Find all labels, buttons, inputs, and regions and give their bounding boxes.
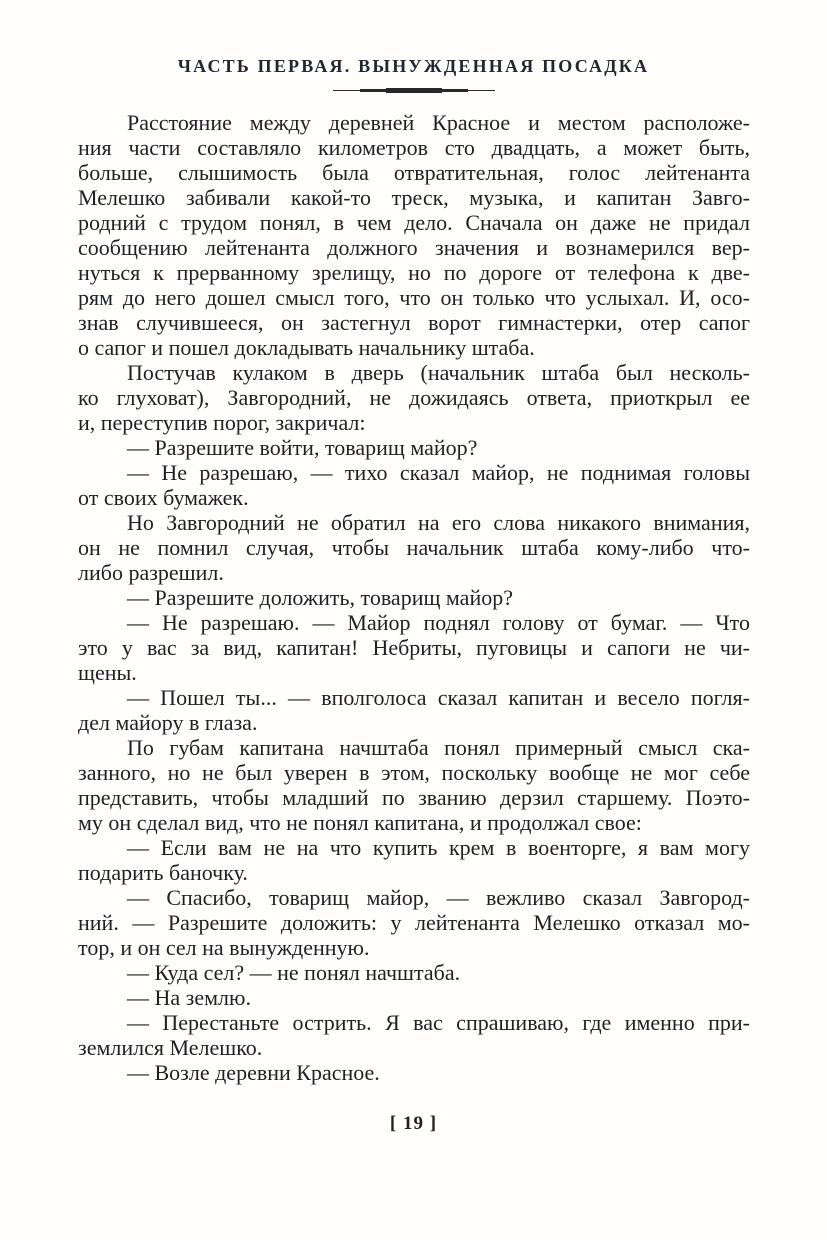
text-line: дел майору в глаза. <box>78 710 258 735</box>
text-line: землился Мелешко. <box>78 1035 263 1060</box>
text-line: По губам капитана начштаба понял примерный смысл ска- <box>127 735 750 760</box>
text-line: ний. — Разрешите доложить: у лейтенанта Мелешко отказал мо- <box>78 910 750 935</box>
text-line: — Возле деревни Красное. <box>127 1060 380 1085</box>
text-line: — Не разрешаю, — тихо сказал майор, не поднимая головы <box>127 460 750 485</box>
page-number: [ 19 ] <box>389 1113 438 1134</box>
paragraph <box>78 460 750 510</box>
text-line: либо разрешил. <box>78 560 224 585</box>
paragraph <box>78 1060 750 1085</box>
page-body <box>78 110 750 1085</box>
paragraph <box>78 110 750 360</box>
text-line: ко глуховат), Завгородний, не дожидаясь ответа, приоткрыл ее <box>78 385 750 410</box>
text-line: — Разрешите войти, товарищ майор? <box>127 435 478 460</box>
text-line: о сапог и пошел докладывать начальнику штаба. <box>78 335 535 360</box>
text-line: — Если вам не на что купить крем в военторге, я вам могу <box>127 835 750 860</box>
divider-thick-rule <box>386 88 442 93</box>
text-line: ния части составляло километров сто двадцать, а может быть, <box>78 135 750 160</box>
text-line: — Перестаньте острить. Я вас спрашиваю, где именно при- <box>127 1010 750 1035</box>
text-line: сообщению лейтенанта должного значения и вознамерился вер- <box>78 235 750 260</box>
paragraph <box>78 435 750 460</box>
text-line: это у вас за вид, капитан! Небриты, пуговицы и сапоги не чи- <box>78 635 750 660</box>
running-chapter-header: ЧАСТЬ ПЕРВАЯ. ВЫНУЖДЕННАЯ ПОСАДКА <box>177 56 650 76</box>
text-line: — На землю. <box>127 985 251 1010</box>
text-line: он не помнил случая, чтобы начальник штаба кому-либо что- <box>78 535 750 560</box>
text-line: и, переступив порог, закричал: <box>78 410 366 435</box>
paragraph <box>78 510 750 585</box>
text-line: му он сделал вид, что не понял капитана, и продолжал свое: <box>78 810 642 835</box>
paragraph <box>78 360 750 435</box>
paragraph <box>78 1010 750 1060</box>
text-line: занного, но не был уверен в этом, поскольку вообще не мог себе <box>78 760 750 785</box>
text-line: Постучав кулаком в дверь (начальник штаба был несколь- <box>127 360 750 385</box>
text-line: родний с трудом понял, в чем дело. Сначала он даже не придал <box>78 210 750 235</box>
text-line: нуться к прерванному зрелищу, но по дороге от телефона к две- <box>78 260 750 285</box>
paragraph <box>78 610 750 685</box>
text-line: — Разрешите доложить, товарищ майор? <box>127 585 513 610</box>
paragraph <box>78 985 750 1010</box>
section-divider-ornament <box>333 88 495 93</box>
text-line: Но Завгородний не обратил на его слова никакого внимания, <box>127 510 750 535</box>
text-line: — Спасибо, товарищ майор, — вежливо сказал Завгород- <box>127 885 750 910</box>
text-line: — Не разрешаю. — Майор поднял голову от бумаг. — Что <box>127 610 750 635</box>
paragraph <box>78 685 750 735</box>
text-line: щены. <box>78 660 137 685</box>
paragraph <box>78 585 750 610</box>
text-line: Мелешко забивали какой-то треск, музыка, и капитан Завго- <box>78 185 750 210</box>
text-line: рям до него дошел смысл того, что он только что услыхал. И, осо- <box>78 285 750 310</box>
text-line: подарить баночку. <box>78 860 248 885</box>
text-line: — Куда сел? — не понял начштаба. <box>127 960 461 985</box>
text-line: представить, чтобы младший по званию дерзил старшему. Поэто- <box>78 785 750 810</box>
text-line: — Пошел ты... — вполголоса сказал капитан и весело погля- <box>127 685 750 710</box>
text-line: тор, и он сел на вынужденную. <box>78 935 370 960</box>
text-line: от своих бумажек. <box>78 485 249 510</box>
text-line: больше, слышимость была отвратительная, голос лейтенанта <box>78 160 750 185</box>
paragraph <box>78 960 750 985</box>
text-line: Расстояние между деревней Красное и местом расположе- <box>127 110 750 135</box>
paragraph <box>78 735 750 835</box>
paragraph <box>78 835 750 885</box>
paragraph <box>78 885 750 960</box>
text-line: знав случившееся, он застегнул ворот гимнастерки, отер сапог <box>78 310 750 335</box>
